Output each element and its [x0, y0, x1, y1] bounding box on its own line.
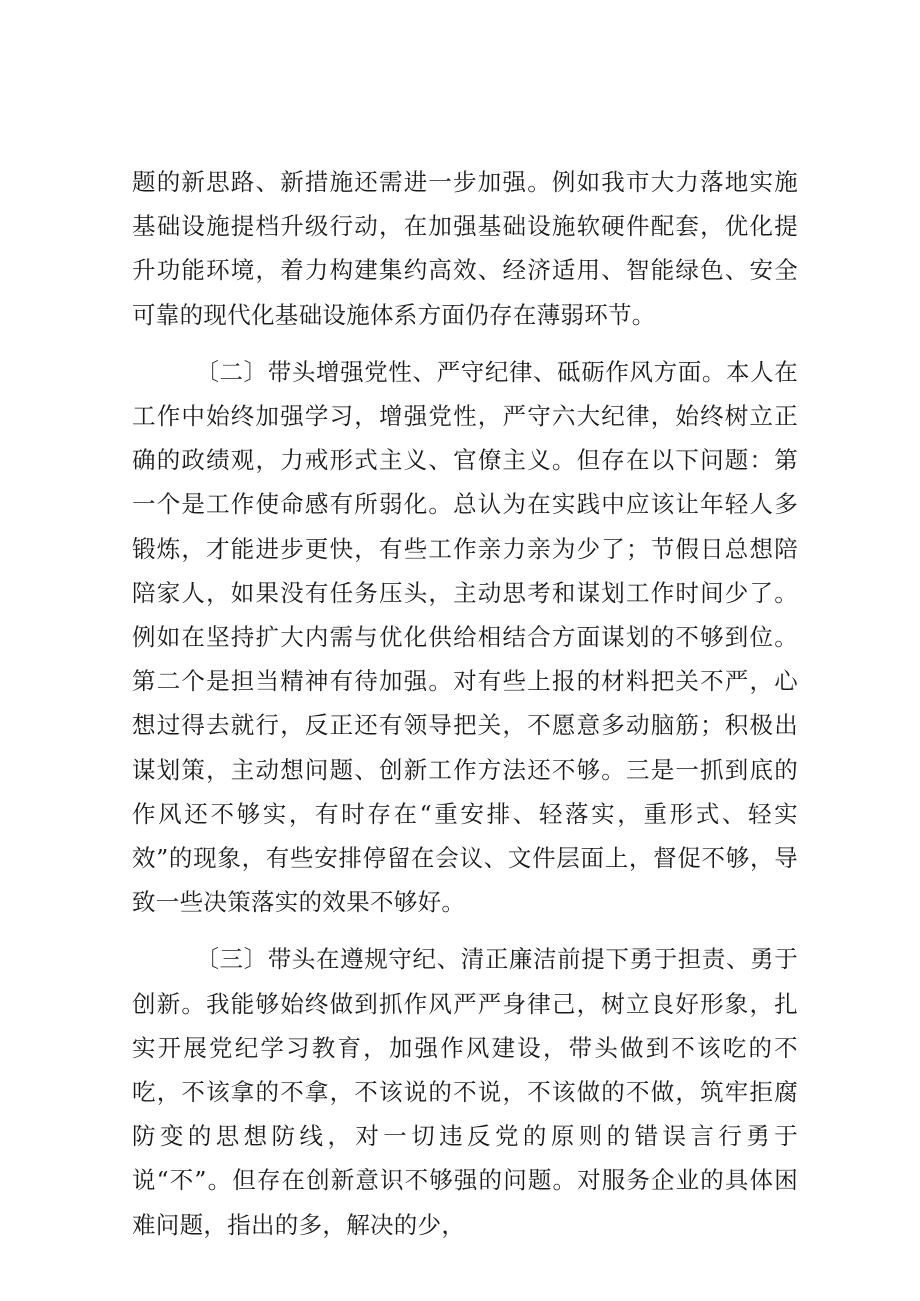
paragraph-continuation: 题的新思路、新措施还需进一步加强。例如我市大力落地实施基础设施提档升级行动，在加强基础设施软硬件配套，优化提升功能环境，着力构建集约高效、经济适用、智能绿色、安全可靠的现代化基础设施体系方面仍存在薄弱环节。	[132, 168, 798, 329]
paragraph-section-three: 〔三〕带头在遵规守纪、清正廉洁前提下勇于担责、勇于创新。我能够始终做到抓作风严严身律己，树立良好形象，扎实开展党纪学习教育，加强作风建设，带头做到不该吃的不吃，不该拿的不拿，不该说的不说，不该做的不做，筑牢拒腐防变的思想防线，对一切违反党的原则的错误言行勇于说“不”。但存在创新意识不够强的问题。对服务企业的具体困难问题，指出的多，解决的少，	[132, 945, 798, 1239]
document-body	[132, 160, 798, 1247]
paragraph-section-two: 〔二〕带头增强党性、严守纪律、砥砺作风方面。本人在工作中始终加强学习，增强党性，严守六大纪律，始终树立正确的政绩观，力戒形式主义、官僚主义。但存在以下问题：第一个是工作使命感有所弱化。总认为在实践中应该让年轻人多锻炼，才能进步更快，有些工作亲力亲为少了；节假日总想陪陪家人，如果没有任务压头，主动思考和谋划工作时间少了。例如在坚持扩大内需与优化供给相结合方面谋划的不够到位。第二个是担当精神有待加强。对有些上报的材料把关不严，心想过得去就行，反正还有领导把关，不愿意多动脑筋；积极出谋划策，主动想问题、创新工作方法还不够。三是一抓到底的作风还不够实，有时存在“重安排、轻落实，重形式、轻实效”的现象，有些安排停留在会议、文件层面上，督促不够，导致一些决策落实的效果不够好。	[132, 357, 798, 917]
